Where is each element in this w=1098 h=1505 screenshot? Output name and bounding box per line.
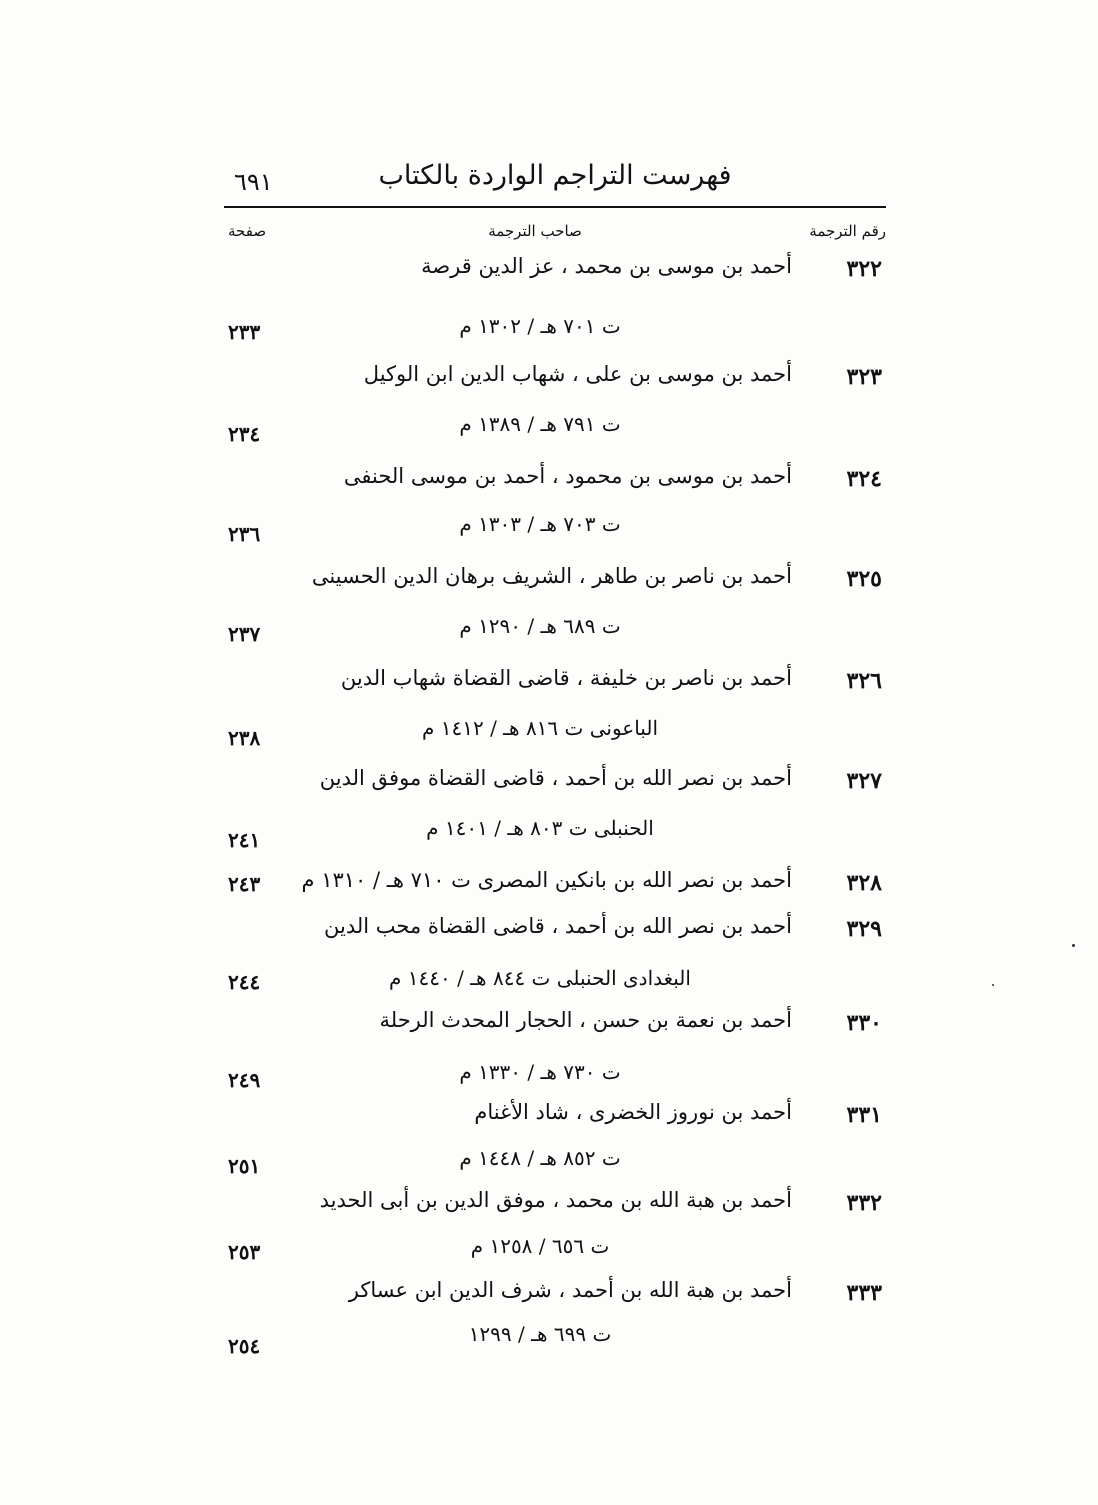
- entry-number: ٣٢٨: [846, 870, 882, 896]
- entry-number: ٣٢٥: [846, 566, 882, 592]
- column-header-number: رقم الترجمة: [809, 222, 886, 240]
- entry-number: ٣٢٧: [846, 768, 882, 794]
- entry-number: ٣٢٦: [846, 668, 882, 694]
- entry-page: ٢٣٦: [228, 522, 261, 546]
- entry-number: ٣٢٣: [846, 364, 882, 390]
- entry-page: ٢٤١: [228, 828, 261, 852]
- entry-date: ت ٦٩٩ هـ / ١٢٩٩: [468, 1322, 612, 1346]
- entry-name: أحمد بن موسى بن محمد ، عز الدين قرصة: [421, 254, 792, 278]
- entry-date: ت ٧٩١ هـ / ١٣٨٩ م: [459, 412, 621, 436]
- entry-name: أحمد بن ناصر بن خليفة ، قاضى القضاة شهاب الدين: [340, 666, 792, 690]
- entry-name: أحمد بن نصر الله بن أحمد ، قاضى القضاة محب الدين: [324, 914, 792, 938]
- page-number: ٦٩١: [234, 168, 273, 196]
- entry-name: أحمد بن هبة الله بن أحمد ، شرف الدين ابن عساكر: [348, 1278, 792, 1302]
- entry-page: ٢٣٧: [228, 622, 261, 646]
- entry-number: ٣٣٣: [846, 1280, 882, 1306]
- entry-date: الباعونى ت ٨١٦ هـ / ١٤١٢ م: [422, 716, 658, 740]
- entry-page: ٢٥٣: [228, 1240, 261, 1264]
- scan-speck: [1072, 944, 1075, 947]
- column-header-page: صفحة: [228, 222, 267, 240]
- entry-page: ٢٣٣: [228, 320, 261, 344]
- entry-page: ٢٣٨: [228, 726, 261, 750]
- entry-name: أحمد بن نصر الله بن بانكين المصرى ت ٧١٠ هـ / ١٣١٠ م: [301, 868, 792, 892]
- header-rule: [224, 206, 886, 208]
- scan-speck: [992, 984, 994, 986]
- entry-page: ٢٤٩: [228, 1068, 261, 1092]
- entry-page: ٢٤٣: [228, 872, 261, 896]
- entry-number: ٣٣١: [846, 1102, 882, 1128]
- entry-number: ٣٣٠: [846, 1010, 882, 1036]
- entry-date: ت ٨٥٢ هـ / ١٤٤٨ م: [459, 1146, 621, 1170]
- entry-page: ٢٥٤: [228, 1334, 261, 1358]
- entry-name: أحمد بن موسى بن محمود ، أحمد بن موسى الحنفى: [343, 464, 792, 488]
- entry-name: أحمد بن نوروز الخضرى ، شاد الأغنام: [474, 1100, 792, 1124]
- entry-name: أحمد بن نصر الله بن أحمد ، قاضى القضاة موفق الدين: [319, 766, 792, 790]
- entry-number: ٣٣٢: [846, 1190, 882, 1216]
- entry-number: ٣٢٩: [846, 916, 882, 942]
- entry-name: أحمد بن نعمة بن حسن ، الحجار المحدث الرحلة: [379, 1008, 792, 1032]
- entry-number: ٣٢٤: [846, 466, 882, 492]
- entry-page: ٢٤٤: [228, 970, 261, 994]
- entry-page: ٢٥١: [228, 1154, 261, 1178]
- entry-date: الحنبلى ت ٨٠٣ هـ / ١٤٠١ م: [426, 816, 654, 840]
- entry-name: أحمد بن ناصر بن طاهر ، الشريف برهان الدين الحسينى: [311, 564, 792, 588]
- entry-name: أحمد بن موسى بن على ، شهاب الدين ابن الوكيل: [363, 362, 792, 386]
- entry-date: ت ٧٠١ هـ / ١٣٠٢ م: [459, 314, 621, 338]
- entry-date: ت ٧٠٣ هـ / ١٣٠٣ م: [459, 512, 621, 536]
- entry-date: البغدادى الحنبلى ت ٨٤٤ هـ / ١٤٤٠ م: [389, 966, 691, 990]
- entry-name: أحمد بن هبة الله بن محمد ، موفق الدين بن أبى الحديد: [319, 1188, 792, 1212]
- column-header-name: صاحب الترجمة: [488, 222, 582, 240]
- page-title: فهرست التراجم الواردة بالكتاب: [378, 160, 732, 191]
- entry-page: ٢٣٤: [228, 422, 261, 446]
- entry-date: ت ٦٥٦ / ١٢٥٨ م: [470, 1234, 610, 1258]
- entry-date: ت ٧٣٠ هـ / ١٣٣٠ م: [459, 1060, 621, 1084]
- entry-number: ٣٢٢: [846, 256, 882, 282]
- entry-date: ت ٦٨٩ هـ / ١٢٩٠ م: [459, 614, 621, 638]
